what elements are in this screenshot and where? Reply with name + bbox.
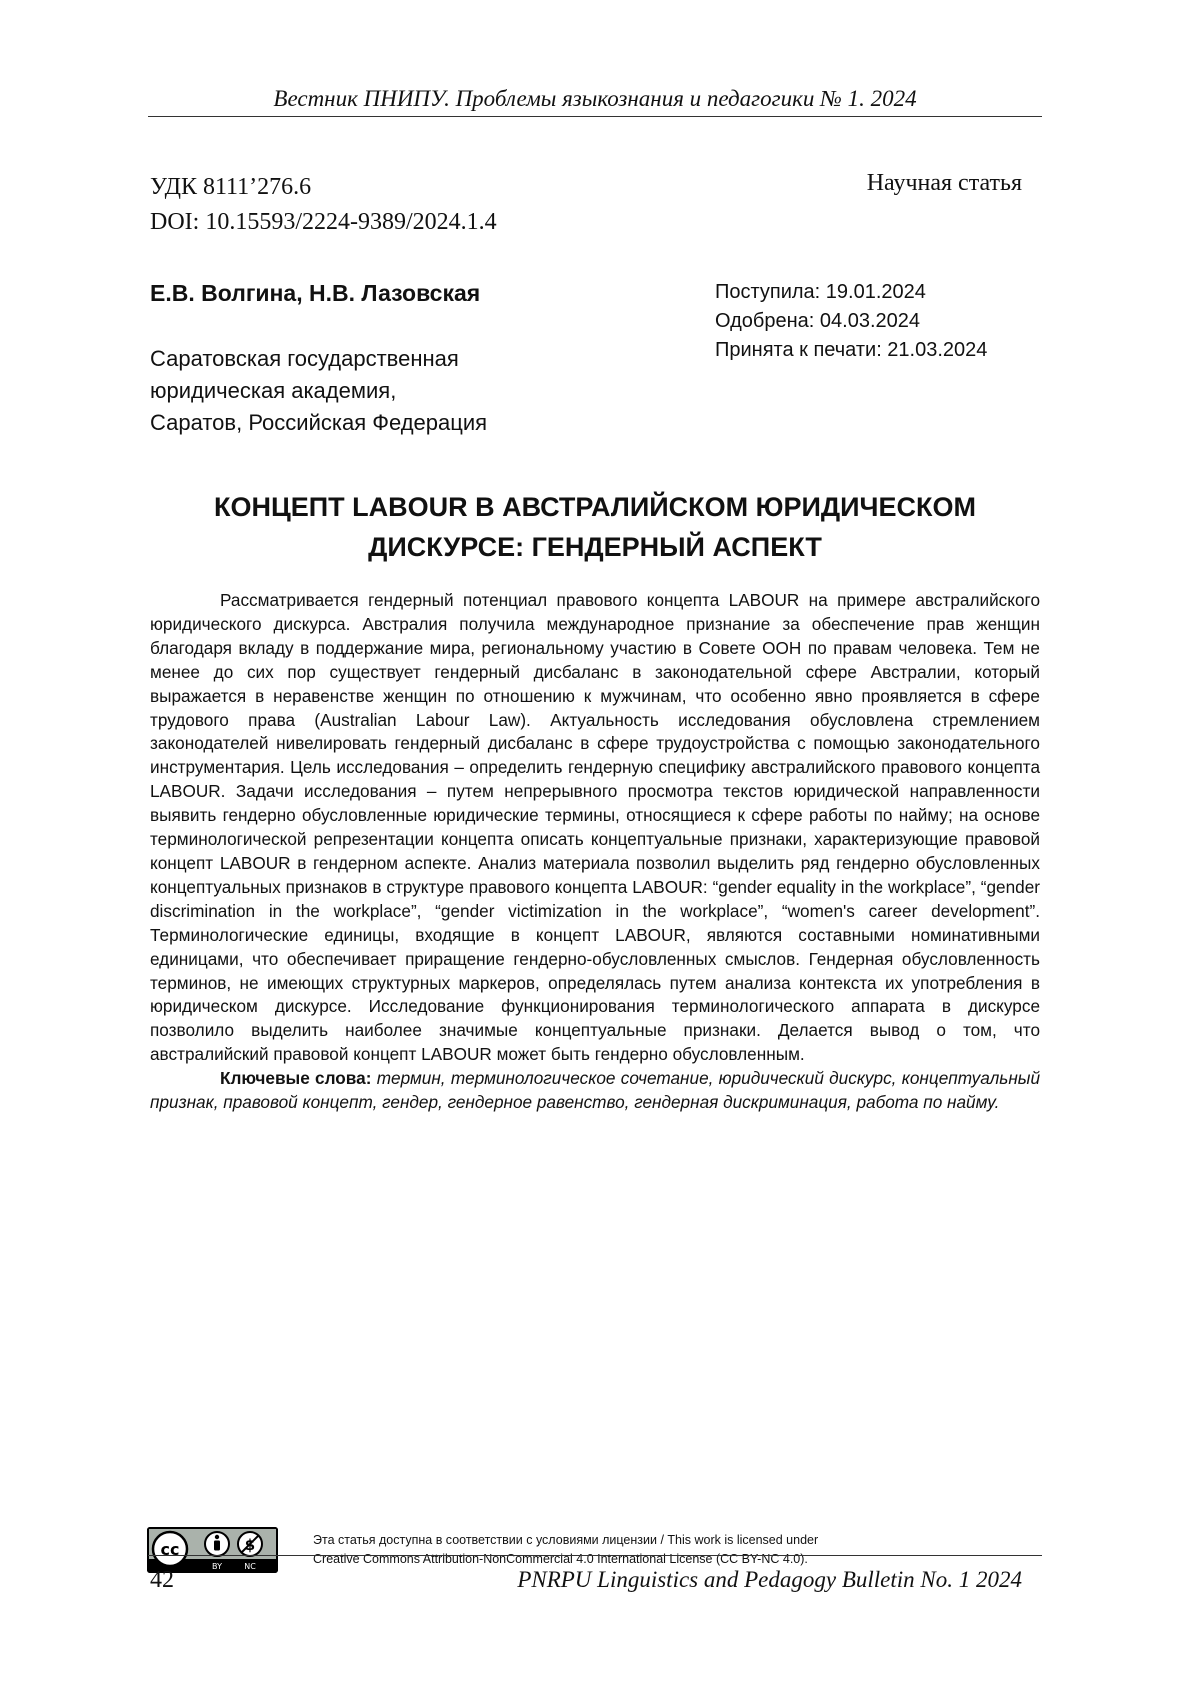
affiliation-line: Саратовская государственная — [150, 343, 487, 375]
keywords — [150, 1067, 1040, 1115]
title-line: ДИСКУРСЕ: ГЕНДЕРНЫЙ АСПЕКТ — [148, 527, 1042, 567]
keywords-list: термин, терминологическое сочетание, юридический дискурс, концептуальный признак, правовой концепт, гендер, гендерное равенство, гендерная дискриминация, работа по найму. — [150, 1068, 1040, 1112]
nc-label: NC — [244, 1562, 256, 1571]
by-label: BY — [212, 1562, 222, 1571]
affiliation-line: юридическая академия, — [150, 375, 487, 407]
license-notice — [313, 1531, 818, 1569]
running-head: Вестник ПНИПУ. Проблемы языкознания и педагогики № 1. 2024 — [148, 86, 1042, 112]
affiliation — [150, 343, 487, 439]
doi: DOI: 10.15593/2224-9389/2024.1.4 — [150, 205, 497, 240]
authors: Е.В. Волгина, Н.В. Лазовская — [150, 280, 480, 307]
date-received: Поступила: 19.01.2024 — [715, 278, 987, 307]
publication-dates — [715, 278, 987, 365]
license-line: Эта статья доступна в соответствии с условиями лицензии / This work is licensed under — [313, 1531, 818, 1550]
date-accepted: Принята к печати: 21.03.2024 — [715, 336, 987, 365]
license-line: Creative Commons Attribution-NonCommercial 4.0 International License (CC BY-NC 4.0). — [313, 1550, 818, 1569]
article-title — [148, 487, 1042, 567]
title-line: КОНЦЕПТ LABOUR В АВСТРАЛИЙСКОМ ЮРИДИЧЕСКОМ — [148, 487, 1042, 527]
page-number: 42 — [150, 1567, 174, 1594]
date-approved: Одобрена: 04.03.2024 — [715, 307, 987, 336]
keywords-label: Ключевые слова: — [220, 1068, 371, 1088]
cc-glyph: cc — [161, 1540, 180, 1559]
footer-journal-title: PNRPU Linguistics and Pedagogy Bulletin No. 1 2024 — [517, 1567, 1022, 1593]
article-type: Научная статья — [867, 170, 1022, 197]
identifiers — [150, 170, 497, 240]
abstract-text: Рассматривается гендерный потенциал правового концепта LABOUR на примере австралийского юридического дискурса. Австралия получила международное признание за обеспечение прав женщин благодаря вкладу в поддержание мира, региональному участию в Совете ООН по правам человека. Тем не менее до сих пор существует гендерный дисбаланс в законодательной сфере Австралии, который выражается в неравенстве женщин по отношению к мужчинам, что особенно явно проявляется в сфере трудового права (Australian Labour Law). Актуальность исследования обусловлена стремлением законодателей нивелировать гендерный дисбаланс в сфере трудоустройства с помощью законодательного инструментария. Цель исследования – определить гендерную специфику австралийского правового концепта LABOUR. Задачи исследования – путем непрерывного просмотра текстов юридической направленности выявить гендерно обусловленные юридические термины, относящиеся к сфере работы по найму; на основе терминологической репрезентации концепта описать концептуальные признаки, характеризующие правовой концепт LABOUR в гендерном аспекте. Анализ материала позволил выделить ряд гендерно обусловленных концептуальных признаков в структуре правового концепта LABOUR: “gender equality in the workplace”, “gender discrimination in the workplace”, “gender victimization in the workplace”, “women's career development”. Терминологические единицы, входящие в концепт LABOUR, являются составными номинативными единицами, что обеспечивает приращение гендерно-обусловленных смыслов. Гендерная обусловленность терминов, не имеющих структурных маркеров, определялась путем анализа контекста их употребления в юридическом дискурсе. Исследование функционирования терминологического аппарата в дискурсе позволило выделить наиболее значимые концептуальные признаки. Делается вывод о том, что австралийский правовой концепт LABOUR может быть гендерно обусловленным. — [150, 589, 1040, 1067]
footer-rule — [148, 1555, 1042, 1556]
affiliation-line: Саратов, Российская Федерация — [150, 407, 487, 439]
header-rule — [148, 116, 1042, 117]
abstract — [150, 589, 1040, 1115]
udk-code: УДК 8111’276.6 — [150, 170, 497, 205]
